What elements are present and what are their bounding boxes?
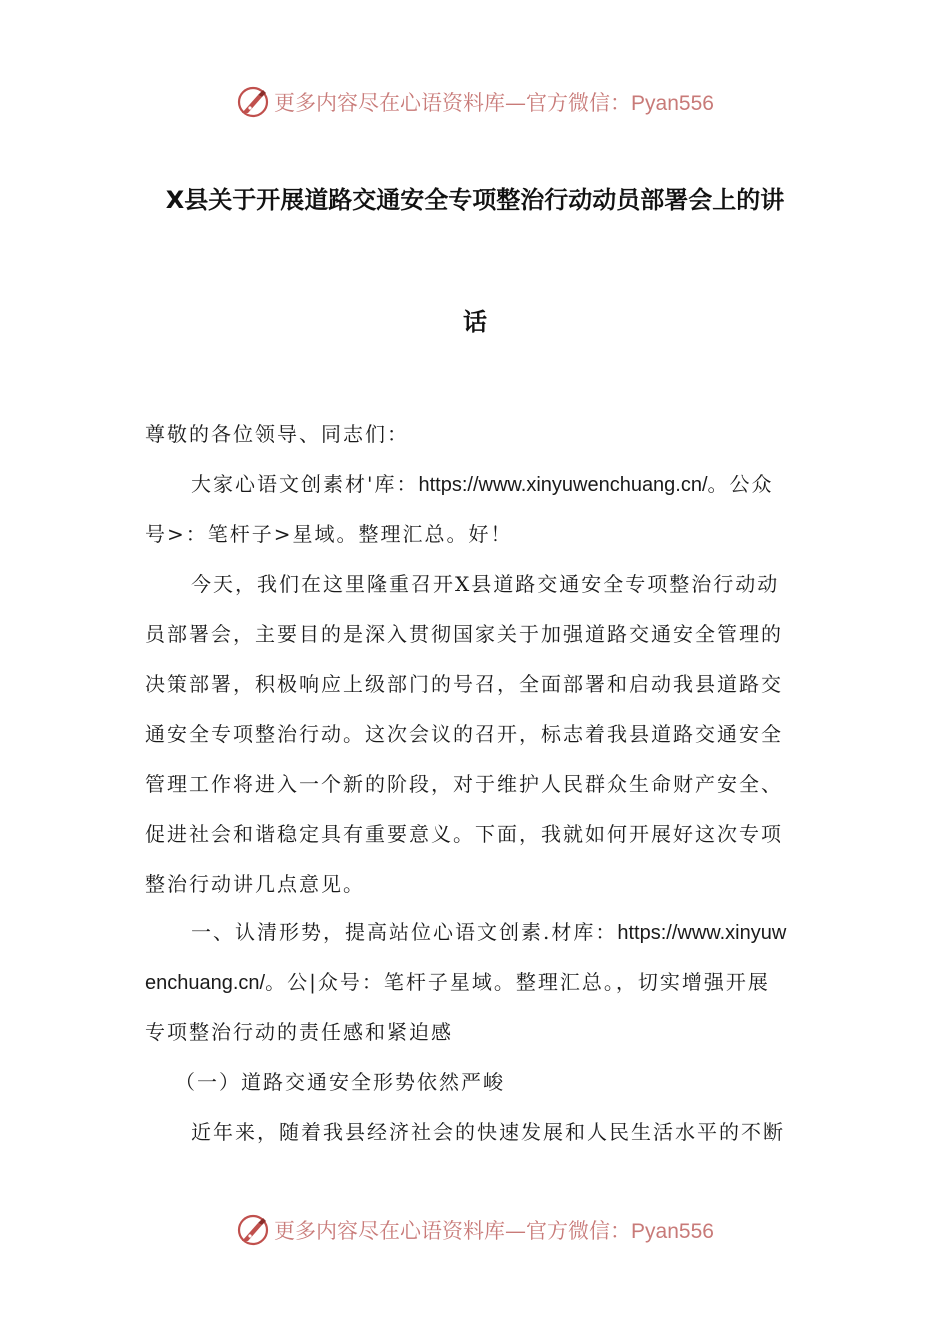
wechat-id: Pyan556 [631,92,714,115]
document-title-line-2: 话 [463,308,487,336]
paragraph-line: 近年来，随着我县经济社会的快速发展和人民生活水平的不断 [191,1120,785,1144]
paragraph-line: 决策部署，积极响应上级部门的号召，全面部署和启动我县道路交 [145,672,783,696]
wechat-id: Pyan556 [631,1220,714,1243]
website-link-continued[interactable]: enchuang.cn/ [145,972,266,994]
paragraph-line: 号>：笔杆子>星域。整理汇总。好！ [145,522,513,546]
subheading-1 [145,1057,807,1107]
paragraph-intro [145,459,807,559]
paragraph-line: 通安全专项整治行动。这次会议的召开，标志着我县道路交通安全 [145,722,783,746]
subheading-text: （一）道路交通安全形势依然严峻 [175,1070,505,1094]
greeting [145,409,807,459]
paragraph-line: 员部署会，主要目的是深入贯彻国家关于加强道路交通安全管理的 [145,622,783,646]
paragraph-line: 专项整治行动的责任感和紧迫感 [145,1020,453,1044]
website-link[interactable]: https://www.xinyuwenchuang.cn/ [418,474,708,496]
website-link[interactable]: https://www.xinyuw [617,922,787,944]
paragraph-line: 一、认清形势，提高站位心语文创素.材库：https://www.xinyuw [191,920,787,944]
paragraph-line: 整治行动讲几点意见。 [145,872,365,896]
paragraph-line: enchuang.cn/。公|众号：笔杆子星域。整理汇总。，切实增强开展 [145,970,770,994]
banner-text: 更多内容尽在心语资料库—官方微信：Pyan556 [274,91,714,115]
document-title-line-1: X县关于开展道路交通安全专项整治行动动员部署会上的讲 [165,186,785,214]
paragraph-line: 大家心语文创素材'库：https://www.xinyuwenchuang.cn/。公众 [191,472,774,496]
footer-banner [0,1210,950,1250]
paragraph-line: 促进社会和谐稳定具有重要意义。下面，我就如何开展好这次专项 [145,822,783,846]
paragraph-opening [145,559,807,909]
section-heading-1 [145,907,807,1057]
paragraph-line: 今天，我们在这里隆重召开X县道路交通安全专项整治行动动 [191,572,780,596]
pen-nib-logo-icon [236,1213,270,1247]
paragraph-situation [145,1107,807,1157]
pen-nib-logo-icon [236,85,270,119]
paragraph-line: 管理工作将进入一个新的阶段，对于维护人民群众生命财产安全、 [145,772,783,796]
header-banner [0,82,950,122]
banner-text: 更多内容尽在心语资料库—官方微信：Pyan556 [274,1219,714,1243]
greeting-text: 尊敬的各位领导、同志们： [145,422,409,446]
